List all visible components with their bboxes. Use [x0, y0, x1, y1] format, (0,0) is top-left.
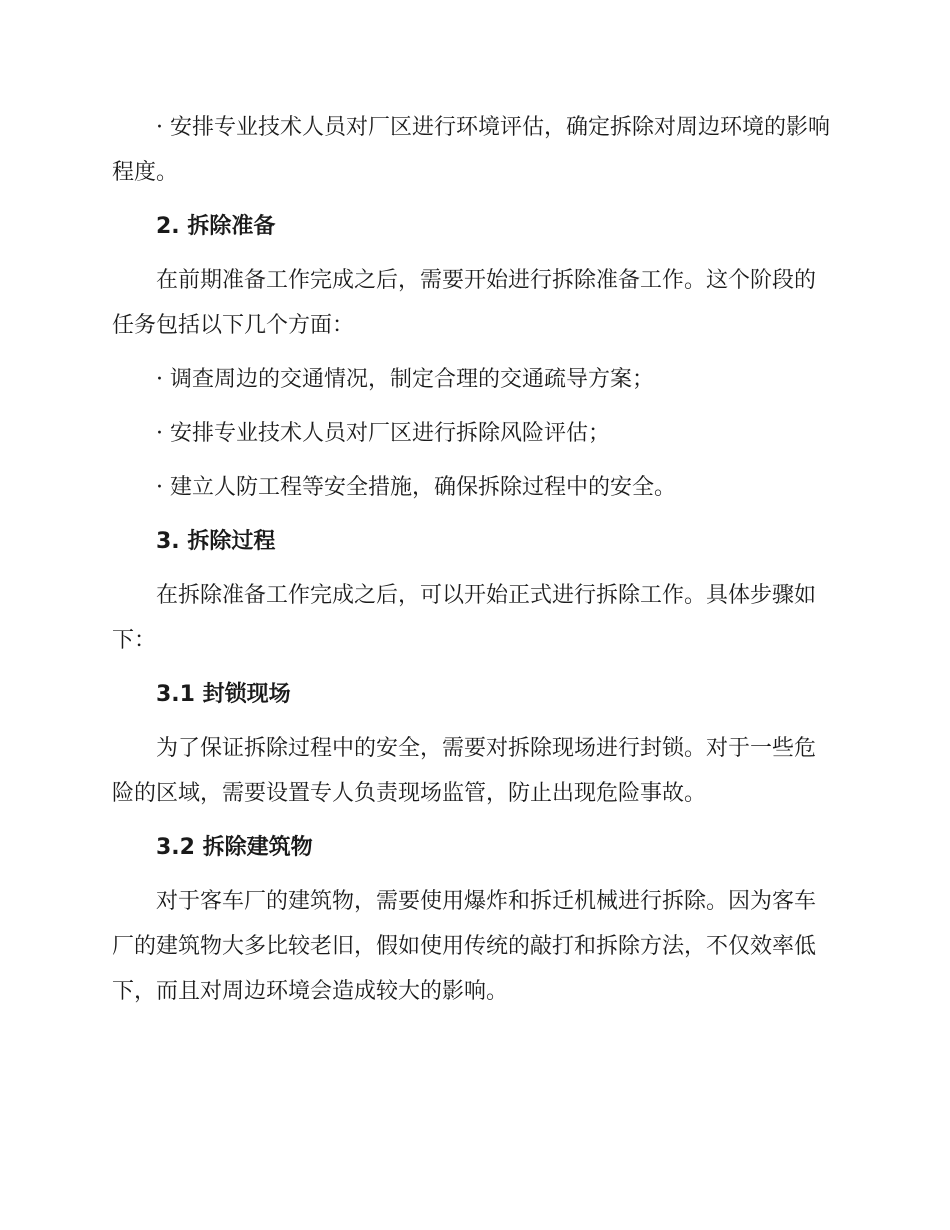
paragraph-site-lockdown: 为了保证拆除过程中的安全，需要对拆除现场进行封锁。对于一些危险的区域，需要设置专人负责现场监管，防止出现危险事故。 — [112, 736, 817, 806]
subsection-heading-demolish-buildings: 3.2 拆除建筑物 — [156, 835, 313, 860]
bullet-environment-assessment: · 安排专业技术人员对厂区进行环境评估，确定拆除对周边环境的影响程度。 — [112, 115, 830, 185]
section-heading-demolition-prep: 2. 拆除准备 — [156, 214, 276, 239]
subsection-heading-site-lockdown: 3.1 封锁现场 — [156, 682, 291, 707]
paragraph-process-intro: 在拆除准备工作完成之后，可以开始正式进行拆除工作。具体步骤如下： — [112, 583, 817, 653]
bullet-safety-measures: · 建立人防工程等安全措施，确保拆除过程中的安全。 — [156, 475, 676, 500]
paragraph-demolish-buildings: 对于客车厂的建筑物，需要使用爆炸和拆迁机械进行拆除。因为客车厂的建筑物大多比较老旧，假如使用传统的敲打和拆除方法，不仅效率低下，而且对周边环境会造成较大的影响。 — [112, 889, 817, 1004]
bullet-traffic-survey: · 调查周边的交通情况，制定合理的交通疏导方案； — [156, 367, 654, 392]
section-heading-demolition-process: 3. 拆除过程 — [156, 529, 276, 554]
document-body — [112, 105, 830, 1023]
paragraph-prep-intro: 在前期准备工作完成之后，需要开始进行拆除准备工作。这个阶段的任务包括以下几个方面： — [112, 268, 817, 338]
bullet-risk-assessment: · 安排专业技术人员对厂区进行拆除风险评估； — [156, 421, 610, 446]
